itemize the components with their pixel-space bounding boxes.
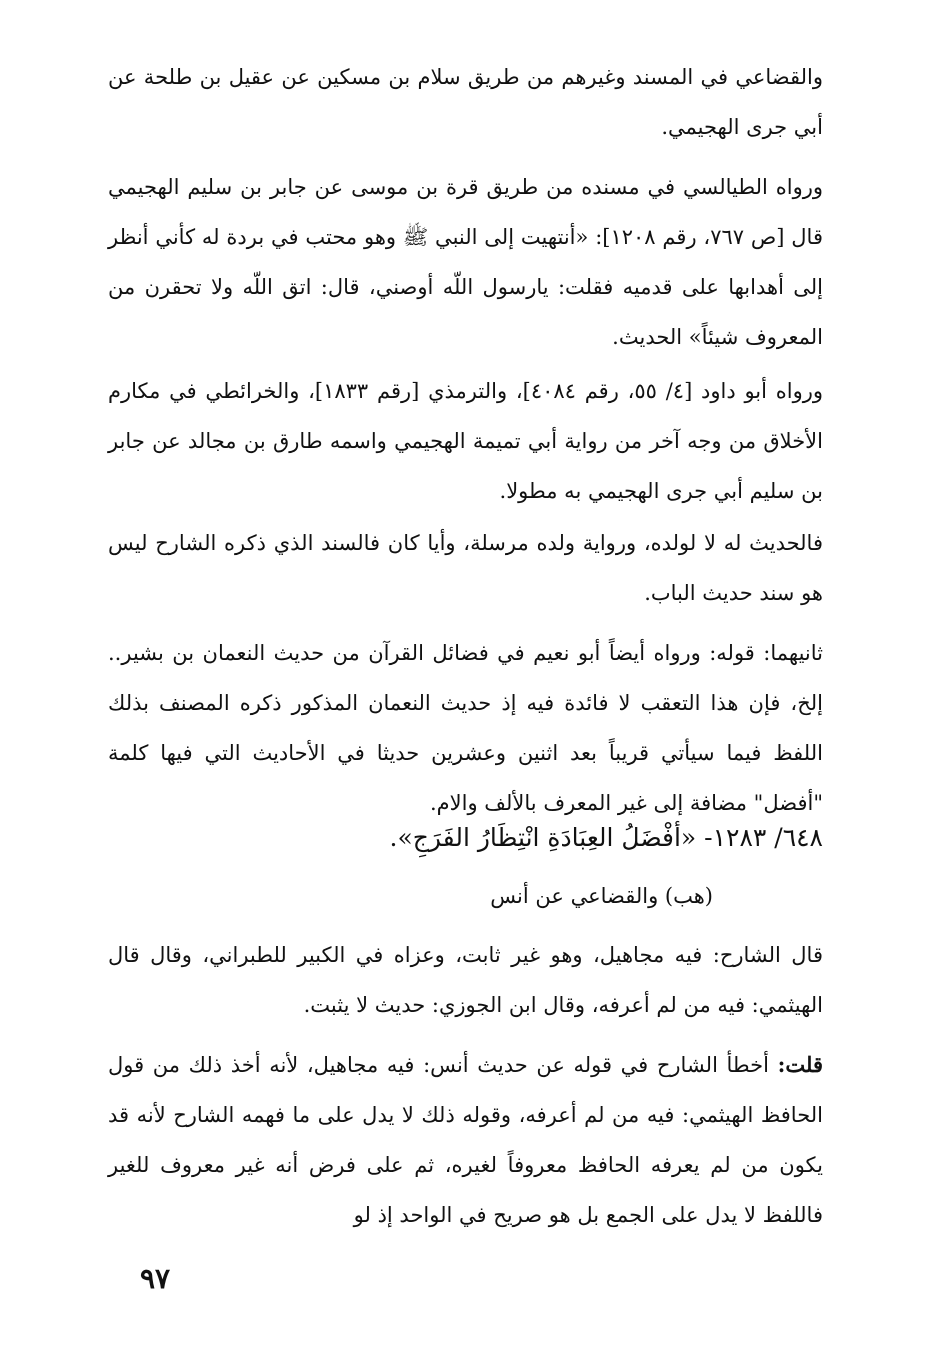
- paragraph-7-text: أخطأ الشارح في قوله عن حديث أنس: فيه مجاهيل، لأنه أخذ ذلك من قول الحافظ الهيثمي: فيه من لم أعرفه، وقوله ذلك لا يدل على ما فهمه الشارح لأنه قد يكون من لم يعرفه الحافظ معروفاً لغيره، ثم على فرض أنه غير معروف للغير فاللفظ لا يدل على الجمع بل هو صريح في الواحد إذ لو: [108, 1053, 823, 1227]
- hadith-source: (هب) والقضاعي عن أنس: [490, 884, 713, 908]
- hadith-heading: [108, 818, 823, 858]
- paragraph-3: ورواه أبو داود [٤/ ٥٥، رقم ٤٠٨٤]، والترمذي [رقم ١٨٣٣]، والخرائطي في مكارم الأخلاق من وجه آخر من رواية أبي تميمة الهجيمي واسمه طارق بن مجالد عن جابر بن سليم أبي جرى الهجيمي به مطولا.: [108, 379, 823, 503]
- page-number: ٩٧: [140, 1262, 171, 1295]
- paragraph-1: والقضاعي في المسند وغيرهم من طريق سلام بن مسكين عن عقيل بن طلحة عن أبي جرى الهجيمي.: [108, 65, 823, 139]
- paragraph-7-lead: قلت:: [777, 1052, 823, 1077]
- paragraph-5: ثانيهما: قوله: ورواه أيضاً أبو نعيم في فضائل القرآن من حديث النعمان بن بشير.. إلخ، فإن هذا التعقب لا فائدة فيه إذ حديث النعمان المذكور ذكره المصنف بذلك اللفظ فيما سيأتي قريباً بعد اثنين وعشرين حديثا في الأحاديث التي فيها كلمة "أفضل" مضافة إلى غير المعرف بالألف والام.: [108, 641, 823, 815]
- paragraph-4: فالحديث له لا لولده، ورواية ولده مرسلة، وأيا كان فالسند الذي ذكره الشارح ليس هو سند حديث الباب.: [108, 531, 823, 605]
- hadith-text: «أفْضَلُ العِبَادَةِ انْتِظَارُ الفَرَجِ».: [389, 823, 697, 852]
- hadith-number: ٦٤٨/ ١٢٨٣-: [704, 823, 823, 852]
- paragraph-6: قال الشارح: فيه مجاهيل، وهو غير ثابت، وعزاه في الكبير للطبراني، وقال قال الهيثمي: فيه من لم أعرفه، وقال ابن الجوزي: حديث لا يثبت.: [108, 943, 823, 1017]
- paragraph-7: [108, 1040, 823, 1240]
- paragraph-2: ورواه الطيالسي في مسنده من طريق قرة بن موسى عن جابر بن سليم الهجيمي قال [ص ٧٦٧، رقم ١٢٠٨]: «أنتهيت إلى النبي ﷺ وهو محتب في بردة له كأني أنظر إلى أهدابها على قدميه فقلت: يارسول اللّه أوصني، قال: اتق اللّه ولا تحقرن من المعروف شيئاً» الحديث.: [108, 175, 823, 349]
